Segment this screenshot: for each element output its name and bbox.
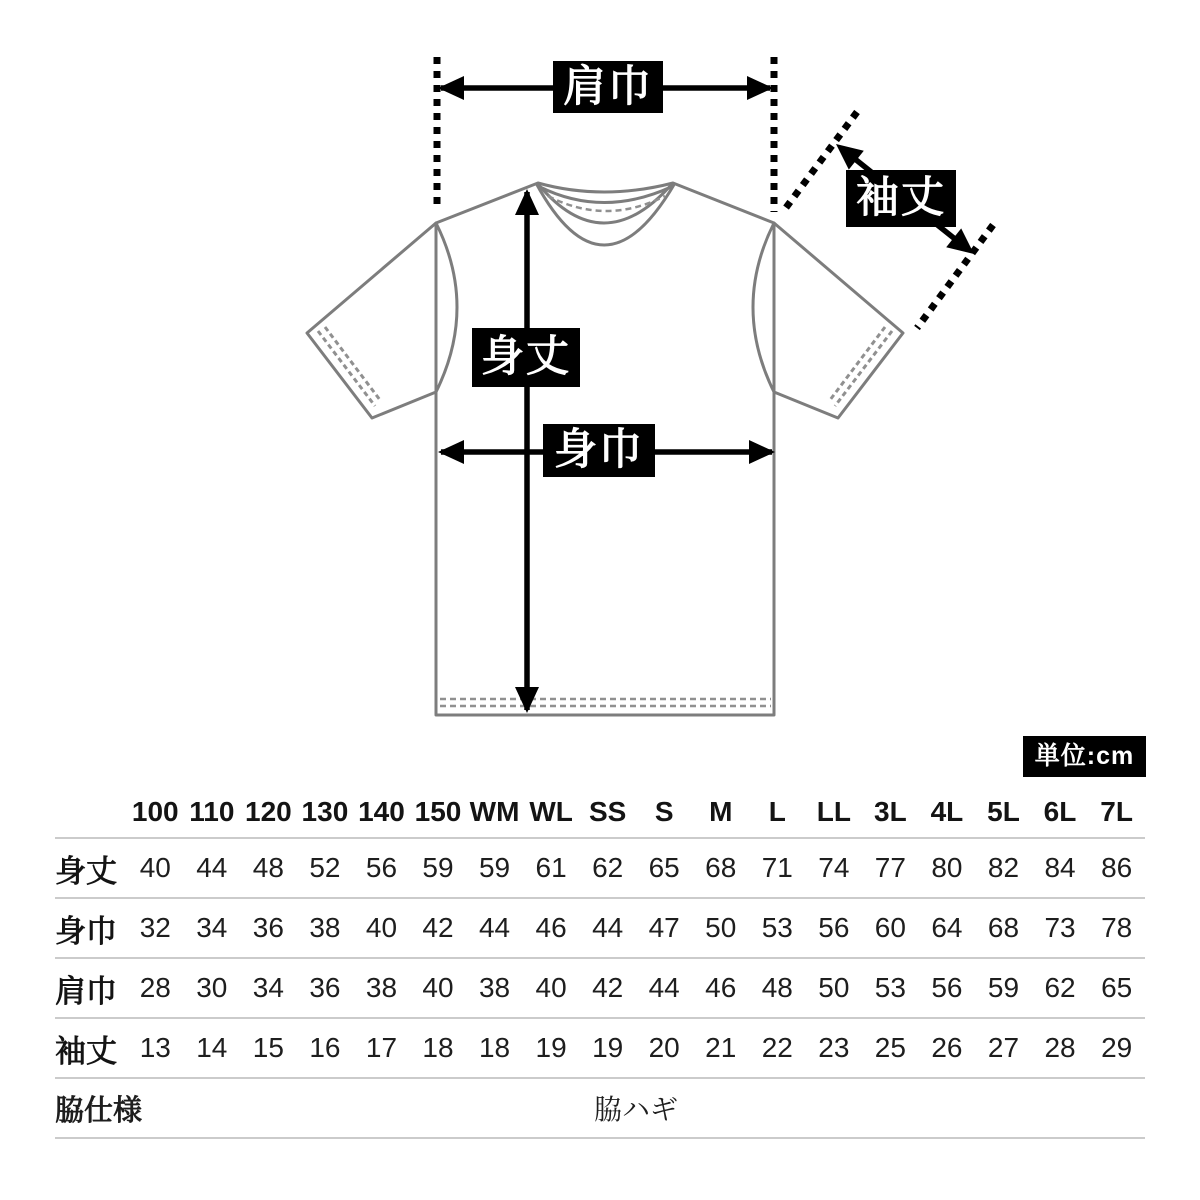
spec-row-label: 脇仕様 — [55, 1094, 143, 1127]
size-value-cell: 56 — [818, 912, 850, 943]
size-value-cell: 18 — [422, 1032, 454, 1063]
size-value-cell: 52 — [309, 852, 341, 883]
size-column-header: 100 — [131, 795, 179, 827]
corner-cell — [55, 786, 127, 838]
size-value-cell: 42 — [592, 972, 624, 1003]
size-column-header: 150 — [414, 795, 462, 827]
size-value-cell: 68 — [987, 912, 1020, 943]
size-value-cell: 36 — [252, 912, 284, 943]
size-value-cell: 29 — [1101, 1032, 1133, 1063]
size-value-cell: 16 — [309, 1032, 341, 1063]
size-value-cell: 46 — [705, 972, 737, 1003]
size-value-cell: 44 — [478, 912, 511, 943]
measurement-row — [55, 838, 1145, 898]
size-header-row — [55, 786, 1145, 838]
size-column-header: 4L — [930, 795, 964, 827]
size-value-cell: 17 — [365, 1032, 398, 1063]
size-value-cell: 86 — [1101, 852, 1133, 883]
sleeve-length-label: 袖丈 — [846, 170, 956, 227]
size-value-cell: 13 — [139, 1032, 171, 1063]
size-table-header — [55, 786, 1145, 838]
size-value-cell: 74 — [818, 852, 850, 883]
size-value-cell: 59 — [987, 972, 1020, 1003]
size-column-header: S — [654, 795, 674, 827]
size-column-header: 3L — [874, 795, 907, 827]
size-value-cell: 38 — [478, 972, 511, 1003]
size-value-cell: 36 — [309, 972, 341, 1003]
size-value-cell: 71 — [761, 852, 793, 883]
size-value-cell: 21 — [705, 1032, 737, 1063]
size-value-cell: 77 — [874, 852, 906, 883]
unit-badge: 単位:cm — [1023, 736, 1146, 777]
size-column-header: LL — [816, 795, 851, 827]
size-column-header: 140 — [358, 795, 405, 827]
size-value-cell: 56 — [365, 852, 398, 883]
size-column-header: M — [709, 795, 733, 827]
body-width-label: 身巾 — [543, 424, 655, 477]
size-value-cell: 65 — [1101, 972, 1133, 1003]
size-column-header: WM — [469, 795, 520, 827]
size-table — [55, 786, 1145, 1139]
shoulder-width-label: 肩巾 — [553, 61, 663, 113]
size-value-cell: 25 — [874, 1032, 906, 1063]
size-value-cell: 73 — [1044, 912, 1076, 943]
size-value-cell: 44 — [196, 852, 228, 883]
size-value-cell: 46 — [535, 912, 567, 943]
size-value-cell: 84 — [1044, 852, 1076, 883]
size-value-cell: 22 — [761, 1032, 793, 1063]
row-label: 身丈 — [55, 853, 117, 889]
size-value-cell: 78 — [1101, 912, 1133, 943]
size-value-cell: 19 — [535, 1032, 567, 1063]
size-value-cell: 56 — [931, 972, 963, 1003]
size-value-cell: 38 — [365, 972, 398, 1003]
size-column-header: WL — [529, 795, 573, 827]
size-value-cell: 38 — [309, 912, 341, 943]
size-value-cell: 50 — [818, 972, 850, 1003]
size-value-cell: 34 — [252, 972, 284, 1003]
size-value-cell: 30 — [196, 972, 228, 1003]
measurement-row — [55, 898, 1145, 958]
size-column-header: 130 — [301, 795, 349, 827]
size-table-body — [55, 838, 1145, 1138]
size-value-cell: 18 — [478, 1032, 511, 1063]
row-label: 袖丈 — [55, 1033, 117, 1069]
size-value-cell: 60 — [874, 912, 906, 943]
size-value-cell: 26 — [931, 1032, 963, 1063]
measurement-row — [55, 958, 1145, 1018]
row-label: 身巾 — [55, 913, 117, 949]
size-value-cell: 61 — [535, 852, 567, 883]
size-value-cell: 40 — [365, 912, 398, 943]
size-column-header: 6L — [1043, 795, 1077, 827]
size-value-cell: 44 — [592, 912, 624, 943]
size-column-header: L — [768, 795, 786, 827]
body-length-label: 身丈 — [472, 328, 580, 387]
size-value-cell: 48 — [761, 972, 793, 1003]
size-column-header: 7L — [1100, 795, 1133, 827]
size-value-cell: 40 — [139, 852, 171, 883]
size-value-cell: 15 — [252, 1032, 284, 1063]
size-value-cell: 48 — [252, 852, 284, 883]
size-value-cell: 62 — [592, 852, 624, 883]
size-value-cell: 44 — [648, 972, 680, 1003]
size-value-cell: 59 — [422, 852, 454, 883]
size-column-header: 110 — [189, 795, 235, 827]
size-value-cell: 28 — [139, 972, 171, 1003]
size-value-cell: 23 — [818, 1032, 850, 1063]
size-value-cell: 53 — [874, 972, 906, 1003]
row-label: 肩巾 — [55, 973, 117, 1009]
size-value-cell: 14 — [196, 1032, 228, 1063]
size-value-cell: 80 — [931, 852, 963, 883]
size-column-header: 5L — [987, 795, 1020, 827]
measurement-row — [55, 1018, 1145, 1078]
size-column-header: SS — [588, 795, 627, 827]
size-value-cell: 19 — [592, 1032, 624, 1063]
size-value-cell: 50 — [705, 912, 737, 943]
side-spec-row — [55, 1078, 1145, 1138]
size-value-cell: 53 — [761, 912, 793, 943]
size-value-cell: 42 — [422, 912, 454, 943]
size-value-cell: 34 — [196, 912, 228, 943]
size-value-cell: 68 — [705, 852, 737, 883]
size-value-cell: 59 — [478, 852, 511, 883]
size-value-cell: 62 — [1044, 972, 1076, 1003]
size-value-cell: 64 — [931, 912, 963, 943]
size-value-cell: 40 — [535, 972, 567, 1003]
size-value-cell: 20 — [648, 1032, 680, 1063]
size-column-header: 120 — [245, 795, 292, 827]
spec-row-value: 脇ハギ — [593, 1094, 678, 1125]
size-value-cell: 40 — [422, 972, 454, 1003]
size-value-cell: 28 — [1044, 1032, 1076, 1063]
size-value-cell: 82 — [987, 852, 1020, 883]
size-value-cell: 47 — [648, 912, 680, 943]
size-value-cell: 65 — [648, 852, 680, 883]
size-value-cell: 27 — [987, 1032, 1020, 1063]
size-value-cell: 32 — [139, 912, 171, 943]
